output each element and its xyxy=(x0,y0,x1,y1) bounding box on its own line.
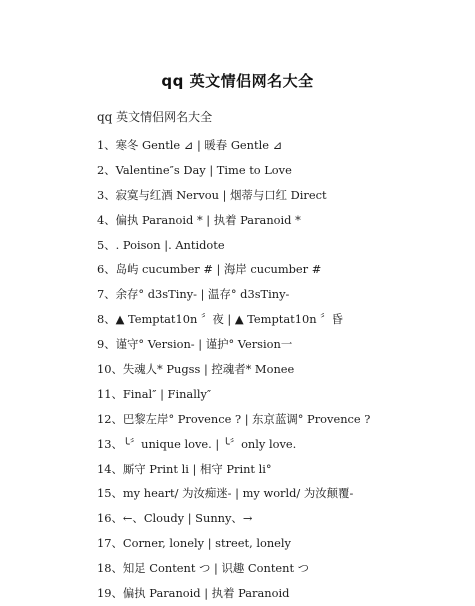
list-item: 4、偏执 Paranoid * | 执着 Paranoid * xyxy=(97,212,301,227)
list-item: 12、巴黎左岸° Provence ? | 东京蓝调° Provence ? xyxy=(97,411,371,426)
list-item: 15、my heart/ 为汝痴迷- | my world/ 为汝颠覆- xyxy=(97,486,354,501)
document-title: qq 英文情侣网名大全 xyxy=(161,72,314,90)
list-item: 13、╰〞unique love. | ╰〞only love. xyxy=(97,436,297,451)
list-item: 18、知足 Content つ | 识趣 Content つ xyxy=(97,561,310,576)
list-item: 9、谨守° Version- | 谨护° Version一 xyxy=(97,337,293,352)
list-item: 8、▲ Temptat10n 〞夜 | ▲ Temptat10n 〞昏 xyxy=(97,312,343,327)
list-item: 11、Final″ | Finally″ xyxy=(97,386,212,401)
list-item: 10、失魂人* Pugss | 控魂者* Monee xyxy=(97,362,295,377)
list-item: 19、偏执 Paranoid | 执着 Paranoid xyxy=(97,586,290,601)
list-item: 1、寒冬 Gentle ⊿ | 暖春 Gentle ⊿ xyxy=(97,138,283,152)
list-item: 2、Valentine″s Day | Time to Love xyxy=(97,162,292,177)
list-item: 17、Corner, lonely | street, lonely xyxy=(97,536,291,551)
document-subtitle: qq 英文情侣网名大全 xyxy=(97,110,213,124)
list-item: 3、寂寞与红酒 Nervou | 烟蒂与口红 Direct xyxy=(97,187,327,202)
list-item: 16、←、Cloudy | Sunny、→ xyxy=(97,511,253,526)
list-item: 6、岛屿 cucumber # | 海岸 cucumber # xyxy=(97,262,322,277)
list-item: 5、. Poison |. Antidote xyxy=(97,237,225,252)
list-item: 7、余存° d3sTiny- | 温存° d3sTiny- xyxy=(97,287,290,302)
list-item: 14、厮守 Print li | 相守 Print li° xyxy=(97,461,272,476)
nickname-list xyxy=(97,133,467,606)
